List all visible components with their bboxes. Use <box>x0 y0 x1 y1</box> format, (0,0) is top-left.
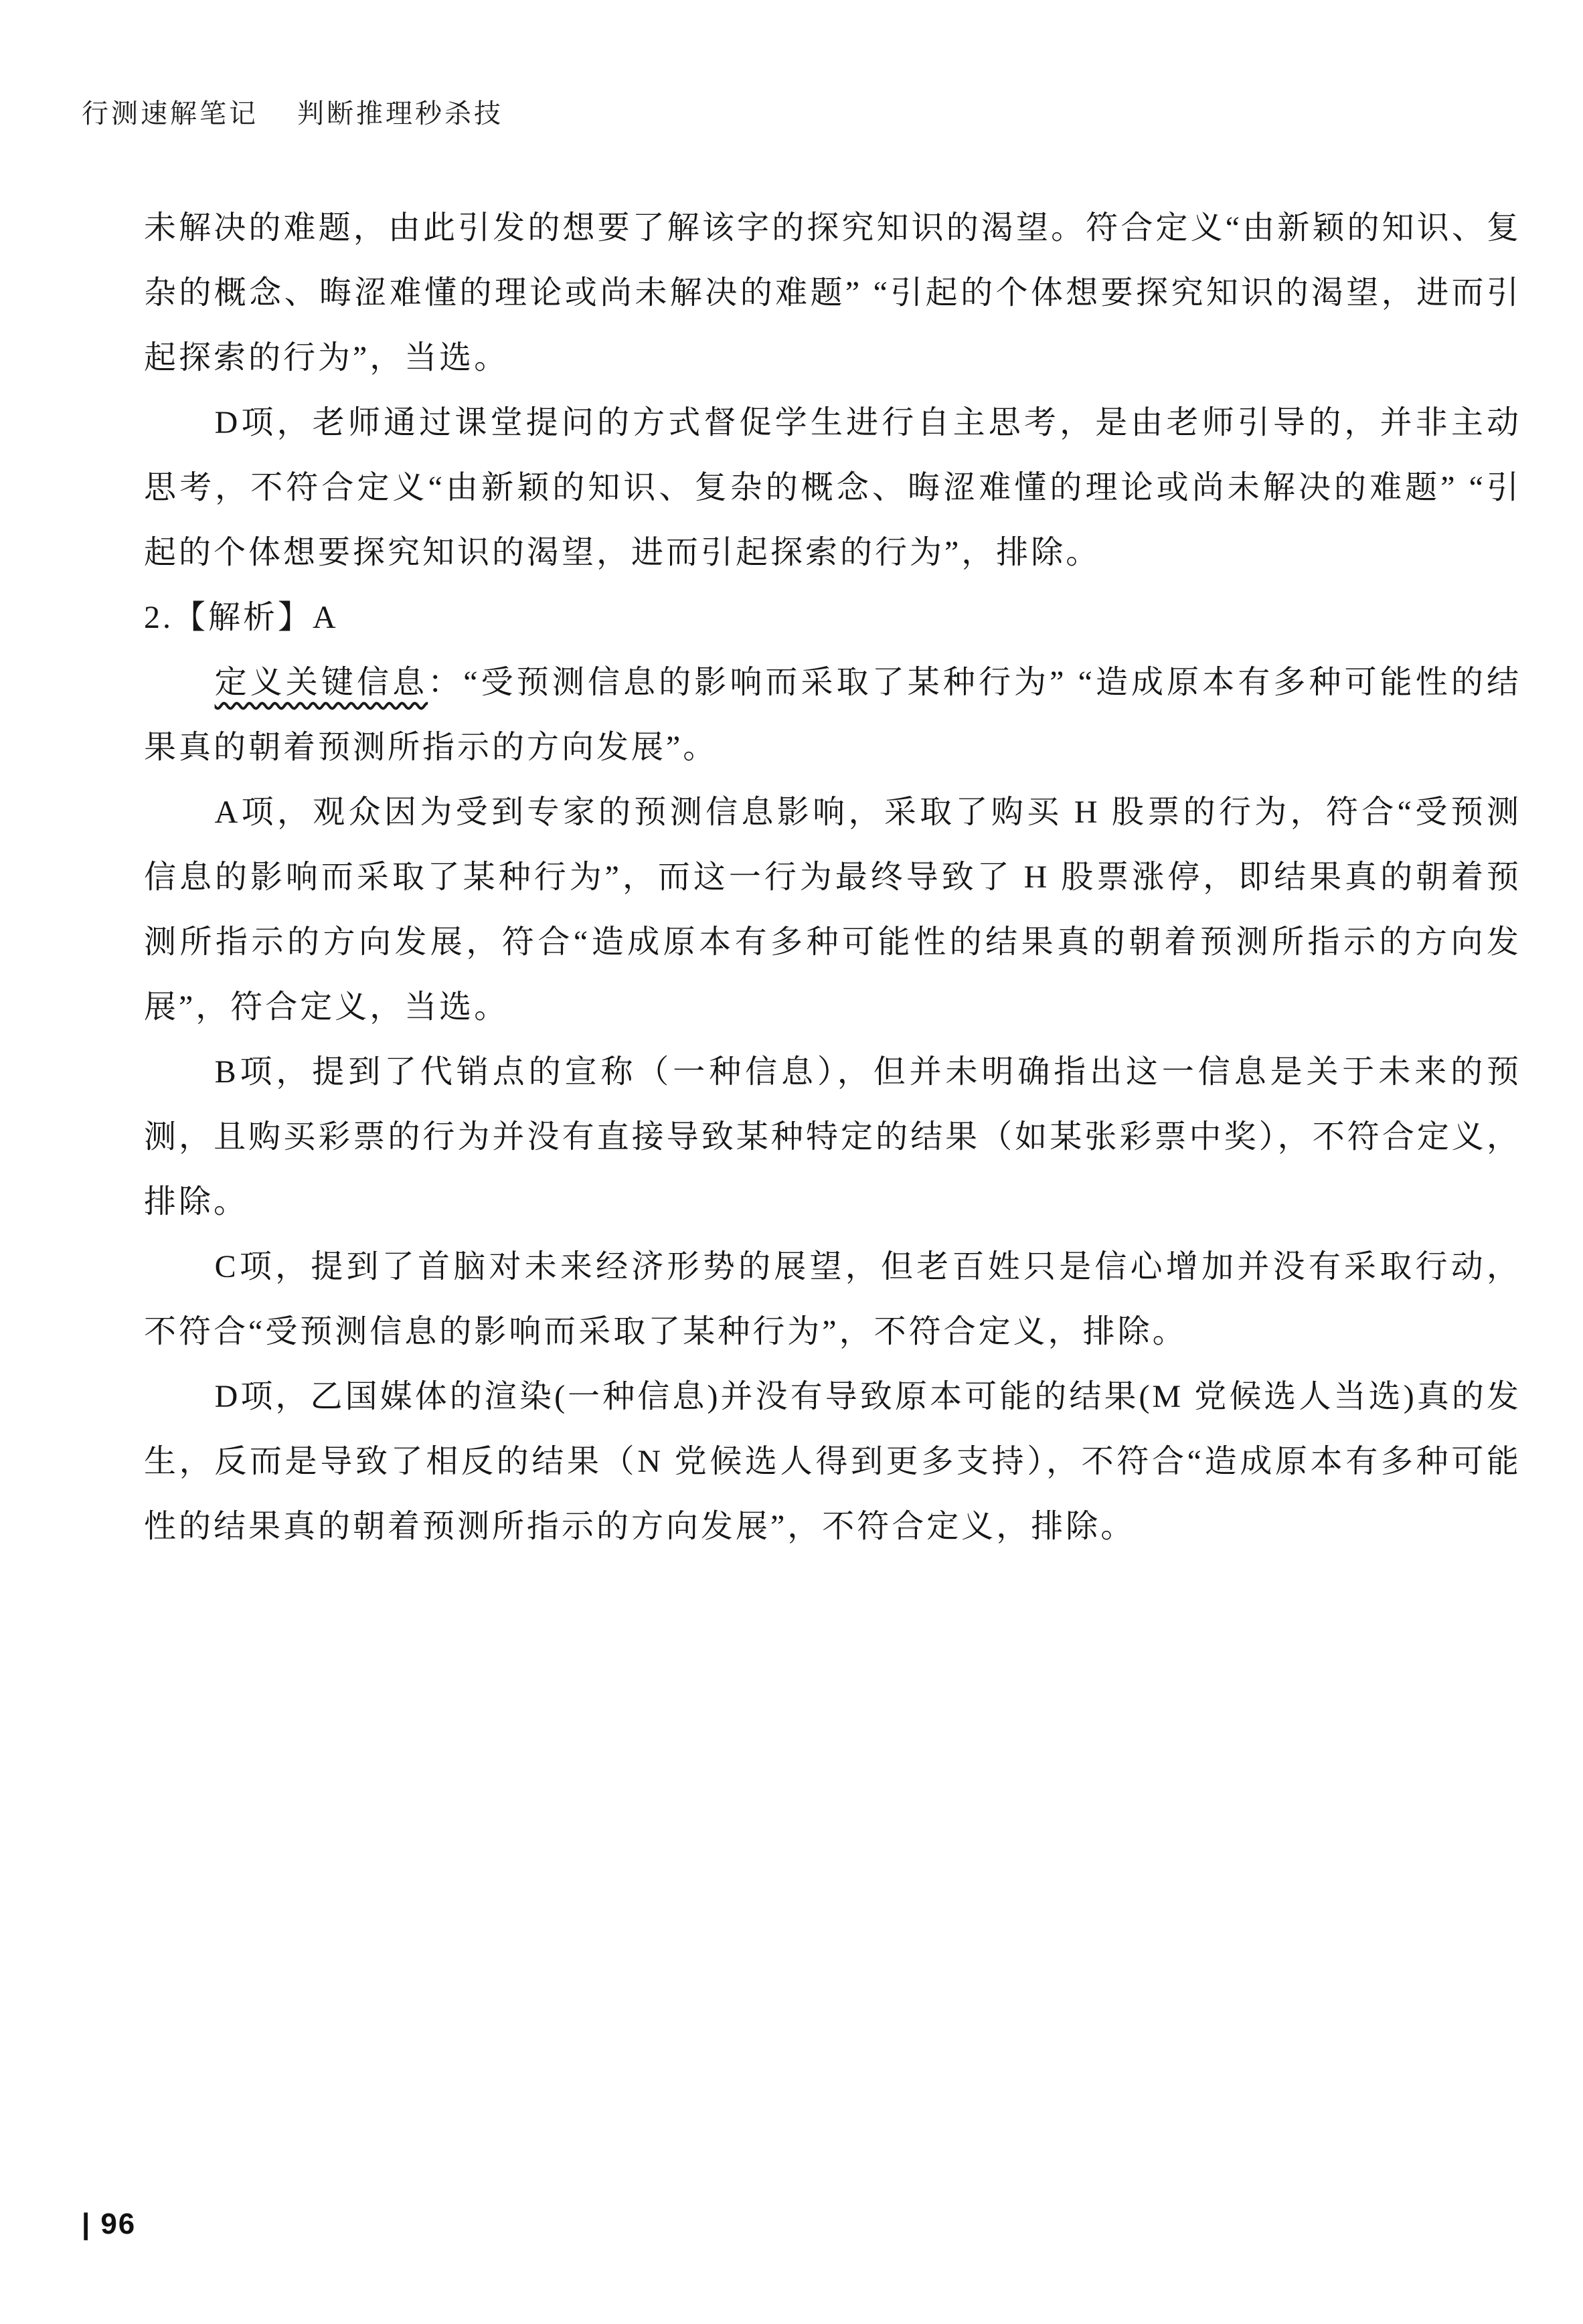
book-header-title-right: 判断推理秒杀技 <box>297 98 503 129</box>
page-number: 96 <box>100 2208 137 2240</box>
book-header <box>82 92 503 131</box>
book-header-title-left: 行测速解笔记 <box>82 98 258 129</box>
paragraph-q1-continuation: 未解决的难题，由此引发的想要了解该字的探究知识的渴望。符合定义“由新颖的知识、复杂的概念、晦涩难懂的理论或尚未解决的难题” “引起的个体想要探究知识的渴望，进而引起探索的行为”，当选。 <box>144 210 1521 376</box>
answer-explanations <box>144 195 1521 1559</box>
page-footer <box>82 2208 136 2241</box>
paragraph-q2-option-d: D项，乙国媒体的渲染(一种信息)并没有导致原本可能的结果(M 党候选人当选)真的发生，反而是导致了相反的结果（N 党候选人得到更多支持），不符合“造成原本有多种可能性的结果真的朝着预测所指示的方向发展”，不符合定义，排除。 <box>144 1379 1521 1544</box>
paragraph-q2-option-b: B项，提到了代销点的宣称（一种信息），但并未明确指出这一信息是关于未来的预测，且购买彩票的行为并没有直接导致某种特定的结果（如某张彩票中奖），不符合定义，排除。 <box>144 1054 1521 1220</box>
solution-heading-q2: 2.【解析】A <box>144 600 339 635</box>
paragraph-definition-key <box>144 650 1521 780</box>
footer-divider-bar: | <box>82 2208 92 2240</box>
paragraph-q1-option-d: D项，老师通过课堂提问的方式督促学生进行自主思考，是由老师引导的，并非主动思考，不符合定义“由新颖的知识、复杂的概念、晦涩难懂的理论或尚未解决的难题” “引起的个体想要探究知识的渴望，进而引起探索的行为”，排除。 <box>144 405 1521 570</box>
paragraph-q2-option-c: C项，提到了首脑对未来经济形势的展望，但老百姓只是信心增加并没有采取行动，不符合“受预测信息的影响而采取了某种行为”，不符合定义，排除。 <box>144 1249 1521 1349</box>
definition-key-label: 定义关键信息 <box>214 665 428 700</box>
definition-key-text: ：“受预测信息的影响而采取了某种行为” “造成原本有多种可能性的结果真的朝着预测所指示的方向发展”。 <box>144 665 1521 765</box>
paragraph-q2-option-a: A项，观众因为受到专家的预测信息影响，采取了购买 H 股票的行为，符合“受预测信息的影响而采取了某种行为”，而这一行为最终导致了 H 股票涨停，即结果真的朝着预测所指示的方向发展，符合“造成原本有多种可能性的结果真的朝着预测所指示的方向发展”，符合定义，当选。 <box>144 795 1521 1025</box>
